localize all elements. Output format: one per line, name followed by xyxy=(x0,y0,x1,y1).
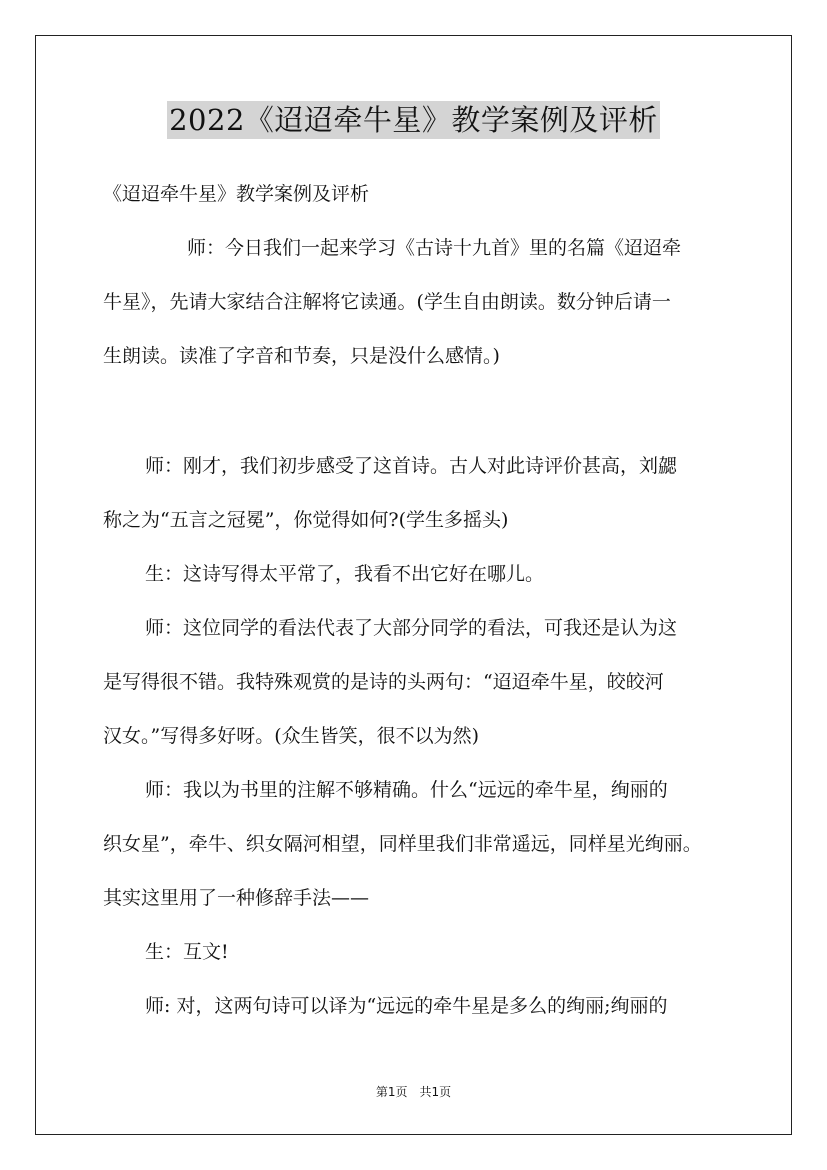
paragraph-line: 师：刚才，我们初步感受了这首诗。古人对此诗评价甚高，刘勰 xyxy=(145,455,678,477)
paragraph-line: 牛星》，先请大家结合注解将它读通。(学生自由朗读。数分钟后请一 xyxy=(103,291,671,313)
paragraph-line: 生：这诗写得太平常了，我看不出它好在哪儿。 xyxy=(145,563,545,585)
paragraph-line: 师：这位同学的看法代表了大部分同学的看法，可我还是认为这 xyxy=(145,617,678,639)
page-footer: 第1页 共1页 xyxy=(375,1085,452,1099)
paragraph-line: 师：今日我们一起来学习《古诗十九首》里的名篇《迢迢牵 xyxy=(187,237,682,259)
document-title-wrap xyxy=(0,98,827,142)
paragraph-line: 称之为“五言之冠冕”，你觉得如何?(学生多摇头) xyxy=(103,509,509,531)
paragraph-line: 是写得很不错。我特殊观赏的是诗的头两句：“迢迢牵牛星，皎皎河 xyxy=(103,671,664,693)
paragraph-line: 生：互文! xyxy=(145,941,229,963)
document-subtitle: 《迢迢牵牛星》教学案例及评析 xyxy=(103,183,370,205)
document-title: 2022《迢迢牵牛星》教学案例及评析 xyxy=(169,103,658,137)
paragraph-line: 织女星”，牵牛、织女隔河相望，同样里我们非常遥远，同样星光绚丽。 xyxy=(103,833,702,855)
paragraph-line: 汉女。”写得多好呀。(众生皆笑，很不以为然) xyxy=(103,725,480,747)
paragraph-line: 其实这里用了一种修辞手法—— xyxy=(103,887,370,909)
paragraph-line: 生朗读。读准了字音和节奏，只是没什么感情。) xyxy=(103,345,500,367)
paragraph-line: 师：我以为书里的注解不够精确。什么“远远的牵牛星，绚丽的 xyxy=(145,779,668,801)
paragraph-line: 师: 对，这两句诗可以译为“远远的牵牛星是多么的绚丽;绚丽的 xyxy=(145,995,668,1017)
